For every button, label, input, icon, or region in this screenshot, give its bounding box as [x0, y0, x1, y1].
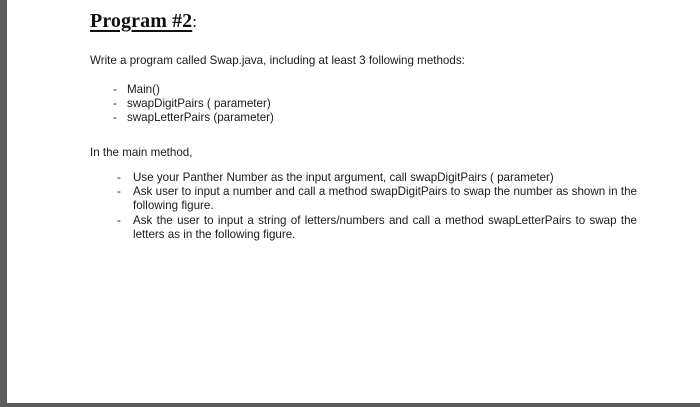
- method-list: [113, 83, 274, 125]
- method-item-text: Main(): [127, 83, 160, 96]
- step-item: [117, 185, 637, 213]
- step-item: [117, 214, 637, 242]
- assignment-intro: Write a program called Swap.java, including at least 3 following methods:: [90, 54, 465, 67]
- program-title: [90, 10, 197, 33]
- dash-bullet: -: [113, 97, 117, 110]
- method-item: [113, 83, 274, 97]
- step-item: [117, 171, 637, 185]
- method-item: [113, 111, 274, 125]
- program-title-colon: :: [192, 12, 198, 31]
- main-method-intro: In the main method,: [90, 146, 193, 159]
- step-list: [117, 171, 637, 242]
- step-item-text: Ask the user to input a string of letters/numbers and call a method swapLetterPairs to swap the letters as in the following figure.: [133, 213, 637, 241]
- dash-bullet: -: [117, 213, 121, 227]
- dash-bullet: -: [113, 111, 117, 124]
- step-item-text: Use your Panther Number as the input argument, call swapDigitPairs ( parameter): [133, 171, 554, 184]
- method-item-text: swapDigitPairs ( parameter): [127, 97, 271, 110]
- program-title-text: Program #2: [90, 10, 193, 32]
- step-item-text: Ask user to input a number and call a method swapDigitPairs to swap the number as shown in the following figure.: [133, 185, 637, 213]
- dash-bullet: -: [113, 83, 117, 96]
- dash-bullet: -: [117, 185, 121, 199]
- dash-bullet: -: [117, 171, 121, 184]
- document-page: [7, 0, 700, 403]
- method-item: [113, 97, 274, 111]
- method-item-text: swapLetterPairs (parameter): [127, 111, 274, 124]
